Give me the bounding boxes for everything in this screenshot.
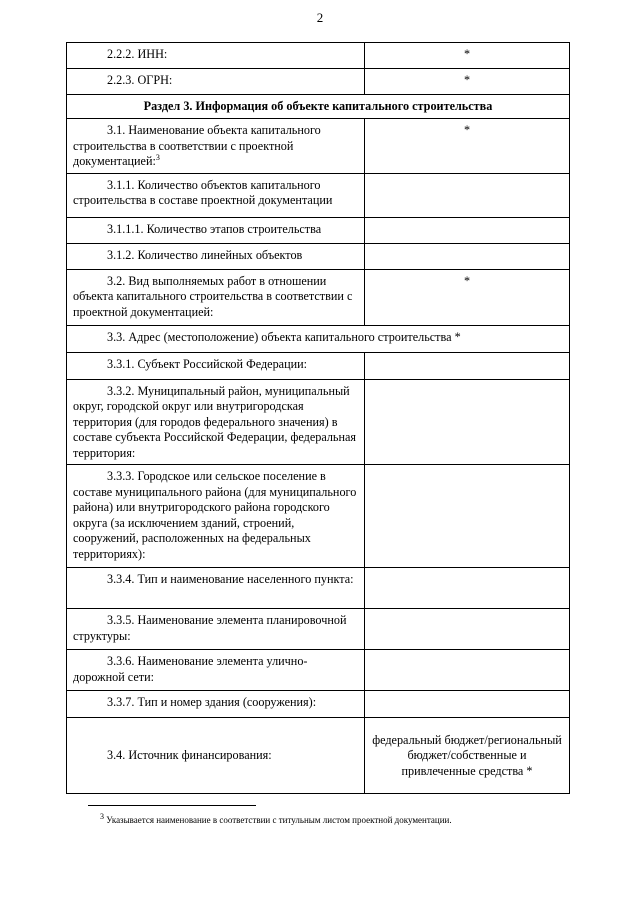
row-value <box>365 568 570 609</box>
row-object-name <box>67 119 570 174</box>
row-ogrn <box>67 69 570 95</box>
row-value: федеральный бюджет/региональный бюджет/собственные и привлеченные средства * <box>365 718 570 794</box>
row-value <box>365 352 570 379</box>
row-value <box>365 691 570 718</box>
row-inn <box>67 43 570 69</box>
row-street-element <box>67 650 570 691</box>
footnote <box>100 812 452 825</box>
section-header <box>67 95 570 119</box>
row-value <box>365 650 570 691</box>
row-stages-count <box>67 217 570 243</box>
row-planning-element <box>67 609 570 650</box>
row-value <box>365 243 570 269</box>
row-label: 3.3.3. Городское или сельское поселение в составе муниципального района (для муниципального района) или внутригородского района городского округа (за исключением зданий, строений, сооружений, расположенных на федеральных территориях): <box>67 465 365 568</box>
footnote-divider <box>88 805 256 806</box>
row-funding <box>67 718 570 794</box>
row-locality <box>67 568 570 609</box>
row-label: 3.1.1. Количество объектов капитального строительства в составе проектной документации <box>67 173 365 217</box>
page-number: 2 <box>316 10 324 25</box>
row-label: 2.2.3. ОГРН: <box>67 69 365 95</box>
row-label: 3.2. Вид выполняемых работ в отношении объекта капитального строительства в соответствии с проектной документацией: <box>67 269 365 325</box>
row-label: 3.3.5. Наименование элемента планировочной структуры: <box>67 609 365 650</box>
row-value <box>365 217 570 243</box>
row-objects-count <box>67 173 570 217</box>
row-value: * <box>365 43 570 69</box>
row-label: 3.4. Источник финансирования: <box>67 718 365 794</box>
row-value <box>365 173 570 217</box>
row-work-type <box>67 269 570 325</box>
footnote-text: Указывается наименование в соответствии с титульным листом проектной документации. <box>106 815 452 825</box>
row-label: 2.2.2. ИНН: <box>67 43 365 69</box>
footnote-ref: 3 <box>155 152 160 162</box>
row-label: 3.3.4. Тип и наименование населенного пункта: <box>67 568 365 609</box>
row-value <box>365 609 570 650</box>
form-table <box>66 42 570 794</box>
row-value <box>365 465 570 568</box>
row-label: 3.3.1. Субъект Российской Федерации: <box>67 352 365 379</box>
row-address-header <box>67 325 570 352</box>
row-value: * <box>365 69 570 95</box>
row-label: 3.3.2. Муниципальный район, муниципальный округ, городской округ или внутригородская территория (для городов федерального значения) в составе субъекта Российской Федерации, федеральная территория: <box>67 379 365 465</box>
row-label: 3.3.6. Наименование элемента улично-дорожной сети: <box>67 650 365 691</box>
row-label: 3.3. Адрес (местоположение) объекта капитального строительства * <box>67 325 570 352</box>
footnote-marker: 3 <box>100 812 104 821</box>
row-label: 3.3.7. Тип и номер здания (сооружения): <box>67 691 365 718</box>
row-label: 3.1.1.1. Количество этапов строительства <box>67 217 365 243</box>
row-municipal-district <box>67 379 570 465</box>
row-value: * <box>365 269 570 325</box>
row-linear-count <box>67 243 570 269</box>
row-value <box>365 379 570 465</box>
row-subject <box>67 352 570 379</box>
row-settlement <box>67 465 570 568</box>
section-title: Раздел 3. Информация об объекте капитального строительства <box>67 95 570 119</box>
row-label: 3.1. Наименование объекта капитального строительства в соответствии с проектной документацией:$^3$ <box>67 119 365 174</box>
row-building <box>67 691 570 718</box>
row-label: 3.1.2. Количество линейных объектов <box>67 243 365 269</box>
row-value: * <box>365 119 570 174</box>
